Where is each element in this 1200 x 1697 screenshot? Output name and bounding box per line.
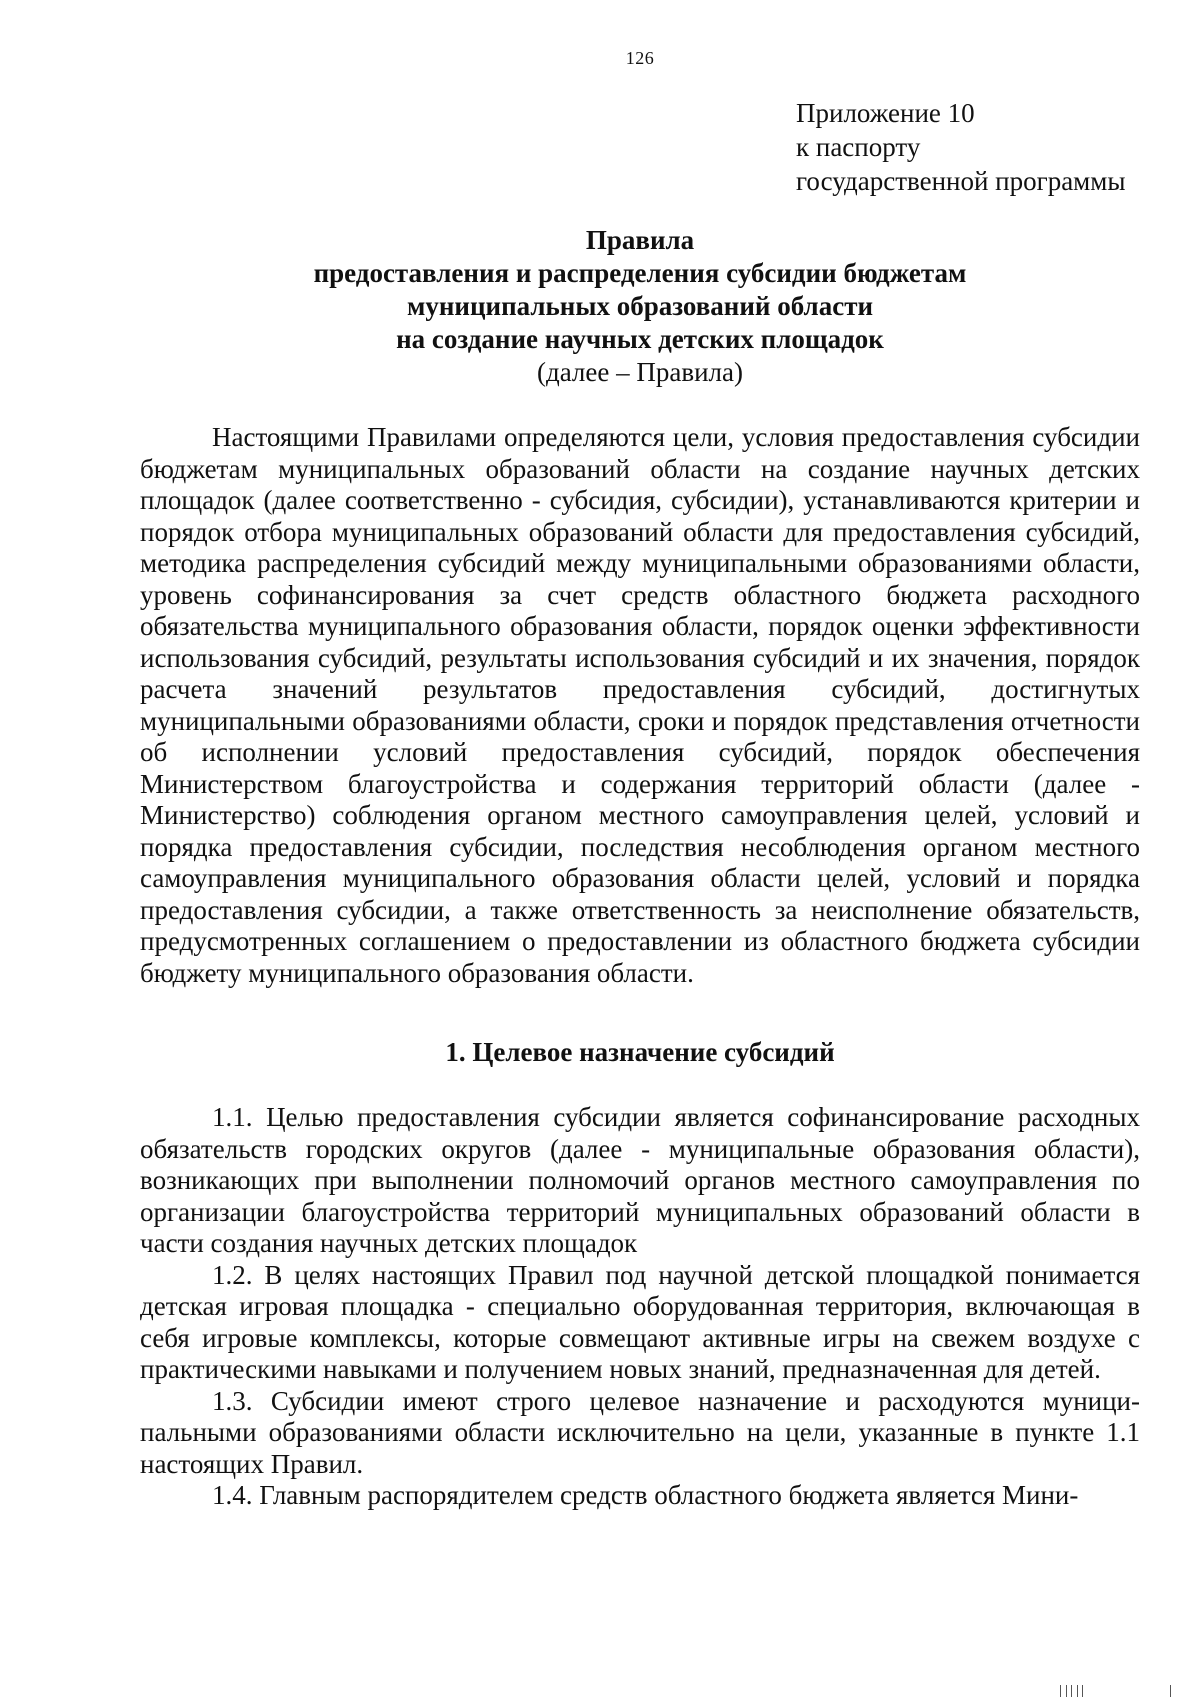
- appendix-note: [796, 96, 1126, 198]
- scan-artifact-marks: [1060, 1683, 1180, 1697]
- title-line: Правила: [585, 225, 695, 255]
- title-subline: (далее – Правила): [536, 357, 744, 387]
- title-line: на создание научных детских площадок: [396, 324, 884, 354]
- paragraph-1-4: 1.4. Главным распорядителем средств областного бюджета является Мини-: [212, 1480, 1079, 1510]
- paragraph-1-1: 1.1. Целью предоставления субсидии является софинансирование расходных обязательств городских округов (далее - муниципальные образования области), возникающих при выполнении полномочий органов местного самоуправления по организации благоустройства территорий муниципальных образований области в части создания научных детских площадок: [140, 1102, 1140, 1258]
- page-number: 126: [625, 48, 655, 68]
- intro-section: [140, 422, 1140, 989]
- paragraph-1-3: 1.3. Субсидии имеют строго целевое назначение и расходуются муниципальными образованиями области исключительно на цели, указанные в пункте 1.1 настоящих Правил.: [140, 1385, 1140, 1479]
- section-body: [140, 1102, 1140, 1512]
- paragraph-1-2: 1.2. В целях настоящих Правил под научной детской площадкой понимается детская игровая площадка - специально оборудованная территория, включающая в себя игровые комплексы, которые совмещают активные игры на свежем воздухе с практическими навыками и получением новых знаний, предназначенная для детей.: [140, 1259, 1140, 1384]
- appendix-line: Приложение 10: [796, 98, 975, 128]
- document-title: [140, 224, 1140, 389]
- appendix-line: государственной программы: [796, 166, 1126, 196]
- section-heading: 1. Целевое назначение субсидий: [445, 1037, 835, 1067]
- appendix-line: к паспорту: [796, 132, 921, 162]
- title-line: предоставления и распределения субсидии бюджетам: [313, 258, 967, 288]
- intro-paragraph: Настоящими Правилами определяются цели, условия предоставления субсидии бюджетам муниципальных образований области на создание научных детских площадок (далее соответственно - субсидия, субсидии), устанавливаются критерии и порядок отбора муниципальных образований области для предоставления субсидий, методика распределения субсидий между муниципальными образованиями области, уровень софинансирования за счет средств областного бюджета расходного обязательства муниципального образования области, порядок оценки эффективности использования субсидий, результаты использования субсидий и их значения, порядок расчета значений результатов предоставления субсидий, достигнутых муниципальными образованиями области, сроки и порядок представления отчетности об исполнении условий предоставления субсидий, порядок обеспечения Министерством благоустройства и содержания территорий области (далее - Министерство) соблюдения органом местного самоуправления целей, условий и порядка предоставления субсидии, последствия несоблюдения органом местного самоуправления муниципального образования области целей, условий и порядка предоставления субсидии, а также ответственность за неисполнение обязательств, предусмотренных соглашением о предоставлении из областного бюджета субсидии бюджету муниципального образования области.: [140, 422, 1140, 988]
- title-line: муниципальных образований области: [406, 291, 874, 321]
